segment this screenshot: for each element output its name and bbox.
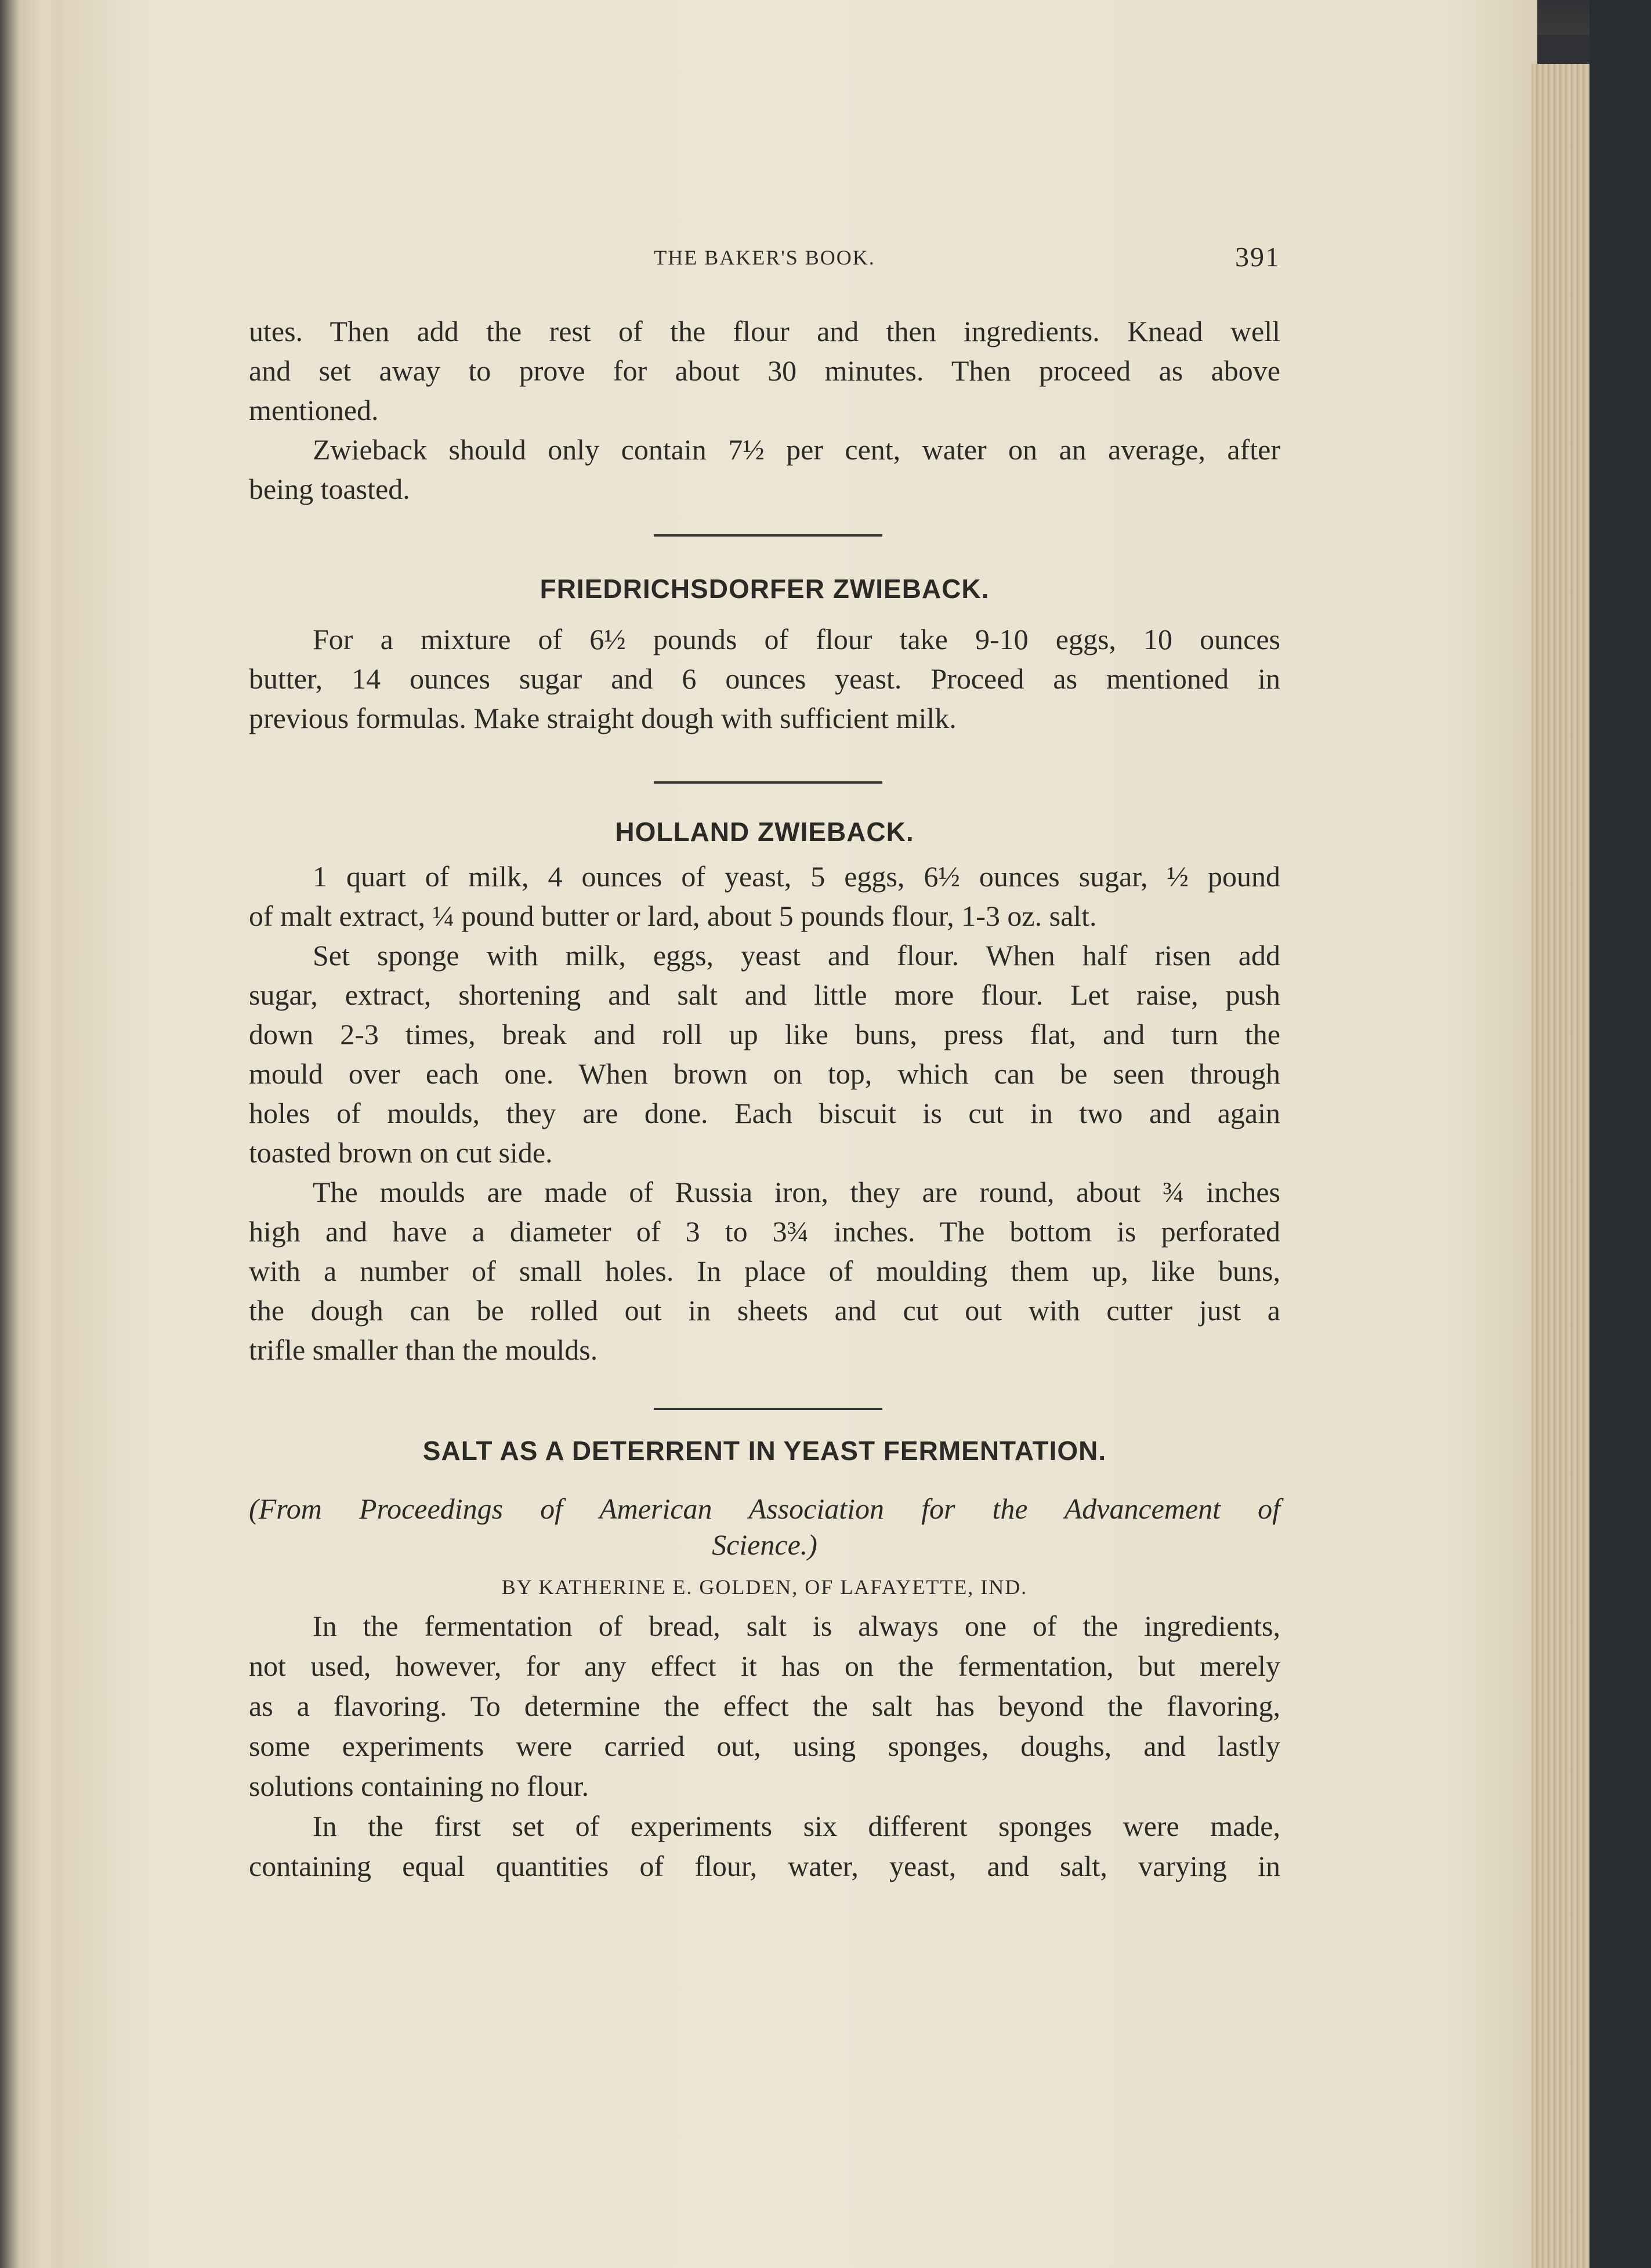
text-line: high and have a diameter of 3 to 3¾ inches. The bottom is perforated	[249, 1215, 1280, 1248]
paragraph	[249, 1806, 1280, 1886]
source-line: Science.)	[712, 1528, 817, 1561]
text-line: and set away to prove for about 30 minutes. Then proceed as above	[249, 354, 1280, 387]
text-line: solutions containing no flour.	[249, 1770, 589, 1802]
text-line: In the fermentation of bread, salt is always one of the ingredients,	[313, 1610, 1280, 1642]
source-line: (From Proceedings of American Association for the Advancement of	[249, 1492, 1280, 1525]
section-heading-friedrichsdorfer: FRIEDRICHSDORFER ZWIEBACK.	[540, 574, 990, 604]
paragraph	[249, 1606, 1280, 1806]
section-divider	[654, 781, 882, 784]
text-line: with a number of small holes. In place of moulding them up, like buns,	[249, 1255, 1280, 1287]
paragraph	[249, 857, 1280, 936]
text-line: Set sponge with milk, eggs, yeast and flour. When half risen add	[313, 939, 1280, 972]
text-line: mould over each one. When brown on top, which can be seen through	[249, 1057, 1280, 1090]
text-line: In the first set of experiments six different sponges were made,	[313, 1810, 1280, 1842]
text-line: being toasted.	[249, 473, 410, 505]
book-cover-right	[1590, 0, 1651, 2268]
text-line: sugar, extract, shortening and salt and little more flour. Let raise, push	[249, 979, 1280, 1011]
text-line: previous formulas. Make straight dough with sufficient milk.	[249, 702, 957, 734]
holland-text	[249, 857, 1280, 1370]
text-line: as a flavoring. To determine the effect the salt has beyond the flavoring,	[249, 1690, 1280, 1722]
text-line: The moulds are made of Russia iron, they are round, about ¾ inches	[313, 1176, 1280, 1208]
text-line: some experiments were carried out, using sponges, doughs, and lastly	[249, 1730, 1280, 1762]
text-line: trifle smaller than the moulds.	[249, 1334, 598, 1366]
salt-text	[249, 1606, 1280, 1886]
text-line: For a mixture of 6½ pounds of flour take 9-10 eggs, 10 ounces	[313, 623, 1280, 655]
text-line: Zwieback should only contain 7½ per cent, water on an average, after	[313, 433, 1280, 466]
page-number: 391	[1235, 242, 1280, 273]
paragraph	[249, 1172, 1280, 1370]
text-line: toasted brown on cut side.	[249, 1136, 553, 1169]
section-heading-holland: HOLLAND ZWIEBACK.	[615, 817, 914, 847]
page-edges	[1531, 64, 1595, 2268]
text-line: utes. Then add the rest of the flour and then ingredients. Knead well	[249, 315, 1280, 347]
author-byline: BY KATHERINE E. GOLDEN, OF LAFAYETTE, IND.	[501, 1575, 1028, 1599]
source-citation	[249, 1491, 1280, 1563]
paragraph	[249, 619, 1280, 738]
section-divider	[654, 1408, 882, 1410]
text-line: 1 quart of milk, 4 ounces of yeast, 5 eggs, 6½ ounces sugar, ½ pound	[313, 860, 1280, 893]
text-line: mentioned.	[249, 394, 379, 426]
text-line: of malt extract, ¼ pound butter or lard, about 5 pounds flour, 1-3 oz. salt.	[249, 900, 1097, 932]
friedrichsdorfer-text	[249, 619, 1280, 738]
intro-text	[249, 311, 1280, 509]
text-line: the dough can be rolled out in sheets and cut out with cutter just a	[249, 1294, 1280, 1327]
paragraph	[249, 311, 1280, 430]
section-heading-salt: SALT AS A DETERRENT IN YEAST FERMENTATION.	[422, 1436, 1107, 1466]
text-line: butter, 14 ounces sugar and 6 ounces yeast. Proceed as mentioned in	[249, 662, 1280, 695]
text-line: down 2-3 times, break and roll up like buns, press flat, and turn the	[249, 1018, 1280, 1050]
text-line: not used, however, for any effect it has on the fermentation, but merely	[249, 1650, 1280, 1682]
paragraph	[249, 430, 1280, 509]
text-line: containing equal quantities of flour, water, yeast, and salt, varying in	[249, 1850, 1280, 1882]
paragraph	[249, 936, 1280, 1172]
running-header	[249, 238, 1280, 277]
running-title: THE BAKER'S BOOK.	[654, 246, 875, 269]
section-divider	[654, 534, 882, 537]
text-line: holes of moulds, they are done. Each biscuit is cut in two and again	[249, 1097, 1280, 1129]
book-gutter	[0, 0, 64, 2268]
